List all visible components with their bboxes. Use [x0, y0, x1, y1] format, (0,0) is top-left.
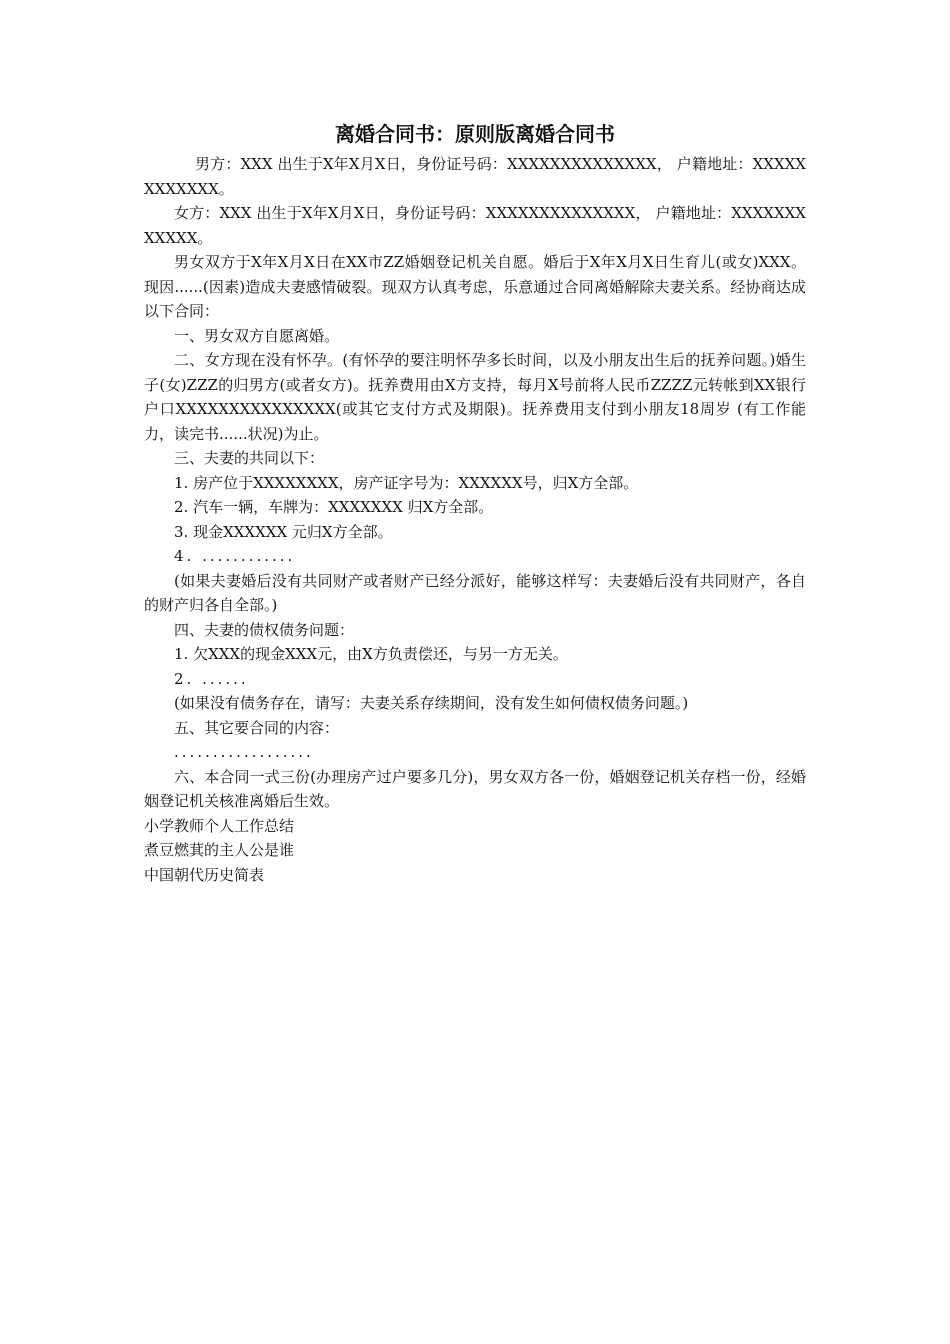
clause-2-child-custody: 二、女方现在没有怀孕。(有怀孕的要注明怀孕多长时间，以及小朋友出生后的抚养问题。)婚生子(女)ZZZ的归男方(或者女方)。抚养费用由X方支持，每月X号前将人民币ZZZZ元转帐到XX银行户口XXXXXXXXXXXXXXX(或其它支付方式及期限)。抚养费用支付到小朋友18周岁 (有工作能力，读完书......状况)为止。: [144, 351, 806, 443]
paragraph-wife-info: 女方：XXX 出生于X年X月X日，身份证号码：XXXXXXXXXXXXXX， 户籍地址：XXXXXXXXXXXX。: [144, 204, 806, 247]
related-link-2[interactable]: 煮豆燃萁的主人公是谁: [144, 841, 295, 859]
debt-item-1: 1. 欠XXX的现金XXX元，由X方负责偿还，与另一方无关。: [174, 645, 568, 663]
property-note: (如果夫妻婚后没有共同财产或者财产已经分派好，能够这样写：夫妻婚后没有共同财产，各自的财产归各自全部。): [144, 571, 806, 614]
property-item-car: 2. 汽车一辆，车牌为：XXXXXXX 归X方全部。: [174, 498, 494, 516]
debt-item-more: 2. ......: [174, 669, 249, 688]
clause-1-voluntary-divorce: 一、男女双方自愿离婚。: [174, 326, 340, 345]
clause-3-joint-property: 三、夫妻的共同以下：: [174, 449, 325, 467]
clause-5-other: 五、其它要合同的内容：: [174, 718, 340, 737]
related-link-1[interactable]: 小学教师个人工作总结: [144, 816, 295, 835]
document-title: 离婚合同书：原则版离婚合同书: [335, 122, 615, 146]
paragraph-marriage-background: 男女双方于X年X月X日在XX市ZZ婚姻登记机关自愿。婚后于X年X月X日生育儿(或女)XXX。 现因......(因素)造成夫妻感情破裂。现双方认真考虑，乐意通过合同离婚解除夫妻关系。经协商达成以下合同：: [144, 253, 806, 320]
related-links: [144, 814, 806, 888]
related-link-3[interactable]: 中国朝代历史简表: [144, 865, 265, 884]
clause-4-debts: 四、夫妻的债权债务问题：: [174, 620, 355, 639]
property-item-cash: 3. 现金XXXXXX 元归X方全部。: [174, 522, 393, 541]
paragraph-husband-info: 男方：XXX 出生于X年X月X日，身份证号码：XXXXXXXXXXXXXX， 户籍地址：XXXXXXXXXXXX。: [144, 155, 806, 198]
property-item-more: 4. ............: [174, 547, 296, 565]
property-item-house: 1. 房产位于XXXXXXXX，房产证字号为：XXXXXX号，归X方全部。: [174, 473, 639, 492]
debt-note: (如果没有债务存在，请写：夫妻关系存续期间，没有发生如何债权债务问题。): [174, 694, 689, 712]
document-page: [144, 118, 806, 887]
clause-6-copies: 六、本合同一式三份(办理房产过户要多几分)，男女双方各一份，婚姻登记机关存档一份，经婚姻登记机关核准离婚后生效。: [144, 767, 806, 810]
other-content-placeholder: ..................: [174, 743, 314, 761]
